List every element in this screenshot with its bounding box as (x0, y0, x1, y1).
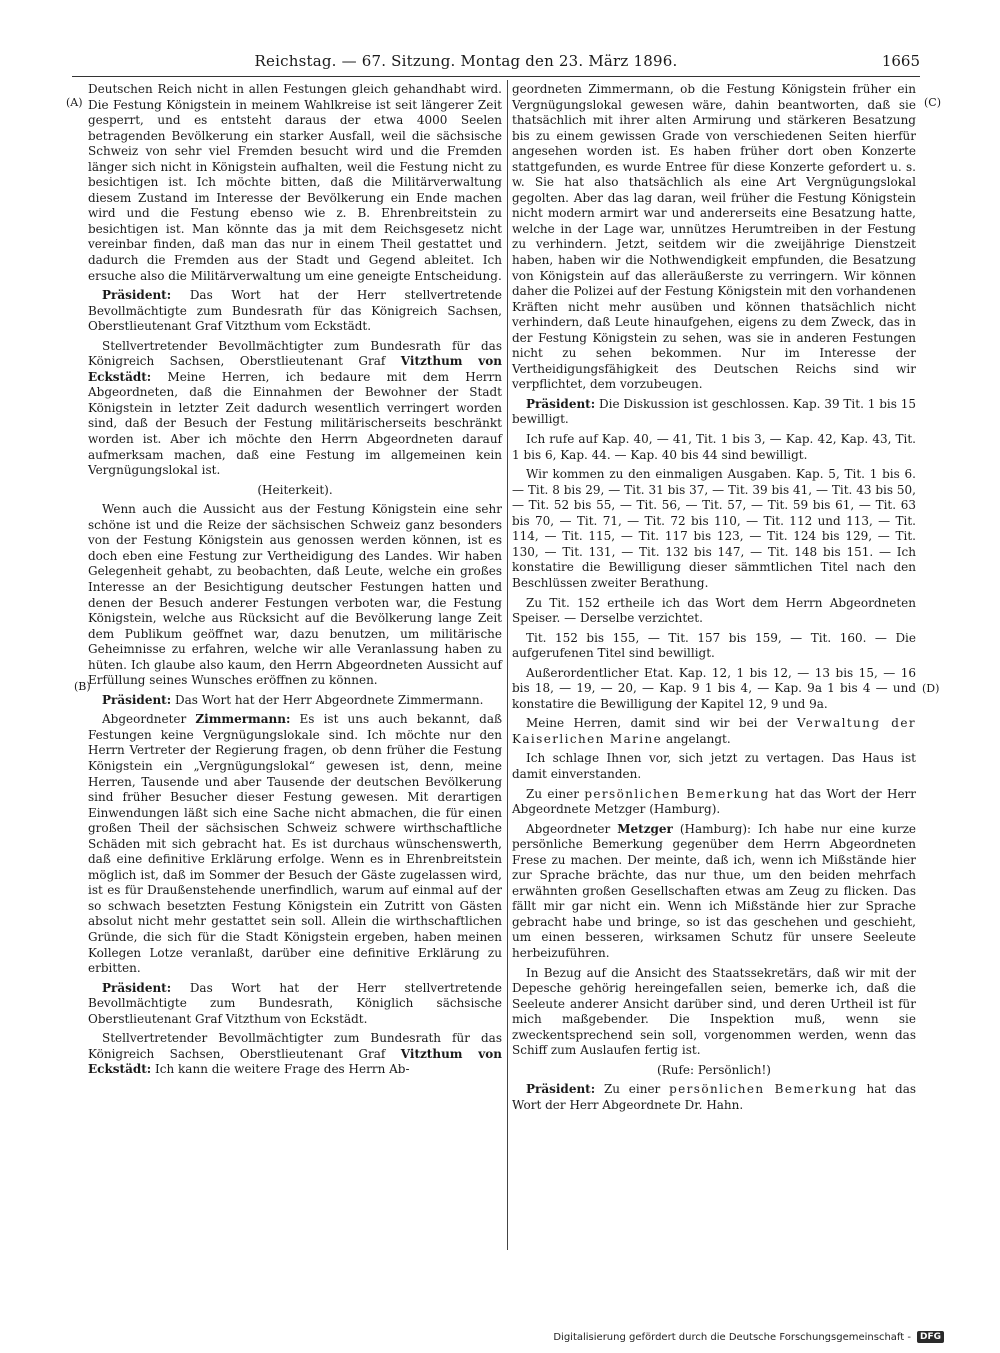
paragraph: Tit. 152 bis 155, — Tit. 157 bis 159, — Tit. 160. — Die aufgerufenen Titel sind bewilligt. (512, 630, 916, 661)
paragraph: Wenn auch die Aussicht aus der Festung Königstein eine sehr schöne ist und die Reize der sächsischen Schweiz ganz besonders von der Festung Königstein aus genossen werden können, ist es doch eben eine Festung zur Vertheidigung des Landes. Wir haben Gelegenheit gehabt, zu beobachten, daß Leute, welche ein großes Interesse an der Besichtigung deutscher Festungen hatten und denen der Besuch anderer Festungen verboten war, die Festung Königstein, welche aus Rücksicht auf die Bevölkerung lange Zeit dem Publikum geöffnet war, dazu benutzen, um militärische Geheimnisse zu erfahren, welche wir alle Veranlassung haben zu hüten. Ich glaube also kaum, den Herrn Abgeordneten Aussicht auf Erfüllung seines Wunsches eröffnen zu können. (88, 502, 502, 688)
speaker-label: Präsident: (526, 1082, 596, 1097)
paragraph: In Bezug auf die Ansicht des Staatssekretärs, daß wir mit der Depesche gehörig hereingefallen seien, bemerke ich, daß die Seeleute anderer Ansicht darüber sind, und deren Urtheil ist für mich maßgebender. Die Inspektion muß, wenn sie zweckentsprechend sein soll, vorgenommen werden, wenn das Schiff zum Auslaufen fertig ist. (512, 965, 916, 1058)
right-column (512, 82, 916, 1117)
paragraph: Präsident: Die Diskussion ist geschlossen. Kap. 39 Tit. 1 bis 15 bewilligt. (512, 396, 916, 427)
speaker-name: Zimmermann: (195, 712, 291, 727)
page-header (72, 48, 920, 74)
column-divider (507, 80, 508, 1250)
margin-marker-c: (C) (924, 96, 941, 109)
spaced-text: Verwaltung der Kaiserlichen Marine (512, 716, 916, 746)
speaker-name: Vitzthum von Eckstädt: (88, 1046, 502, 1077)
paragraph: Meine Herren, damit sind wir bei der Verwaltung der Kaiserlichen Marine angelangt. (512, 716, 916, 746)
page-number: 1665 (881, 52, 920, 70)
speaker-label: Präsident: (526, 396, 596, 411)
speaker-label: Präsident: (102, 980, 172, 995)
paragraph: Abgeordneter Metzger (Hamburg): Ich habe nur eine kurze persönliche Bemerkung gegenüber dem Herrn Abgeordneten Frese zu machen. Der meinte, daß ich, wenn ich Mißstände hier zur Sprache brächte, das nur thue, um den beiden mehrfach erwähnten großen Gesellschaften etwas am Zeug zu flicken. Das fällt mir gar nicht ein. Wenn ich Mißstände hier zur Sprache gebracht habe und bringe, so ist das geschehen und geschieht, um einen besseren, wirksamen Schutz für unsere Seeleute herbeizuführen. (512, 821, 916, 960)
paragraph: geordneten Zimmermann, ob die Festung Königstein früher ein Vergnügungslokal gewesen wäre, dahin beantworten, daß sie thatsächlich mit ihrer alten Armirung und stärkeren Besatzung bis zu einem gewissen Grade von verschiedenen Seiten hierfür angesehen worden ist. Es haben früher dort oben Konzerte stattgefunden, es wurde Entree für diese Konzerte gefordert u. s. w. Sie hat also thatsächlich als eine Art Vergnügungslokal gegolten. Aber das lag daran, weil früher die Festung Königstein nicht modern armirt war und andererseits eine Besatzung hatte, welche in der Lage war, unnützes Herumtreiben in der Festung zu verhindern. Jetzt, seitdem wir die zweijährige Dienstzeit haben, haben wir die Nothwendigkeit empfunden, die Besatzung von Königstein auf das alleräußerste zu verringern. Wir können daher die Polizei auf der Festung Königstein mit den vorhandenen Kräften nicht mehr ausüben und können thatsächlich nicht verhindern, daß Leute hinaufgehen, eigens zu dem Zweck, das in der Festung Königstein zu sehen, was sie in anderen Festungen nicht zu sehen bekommen. Nur im Interesse der Vertheidigungsfähigkeit des Deutschen Reichs sind wir verpflichtet, dem vorzubeugen. (512, 82, 916, 392)
left-column (88, 82, 502, 1082)
speaker-name: Vitzthum von Eckstädt: (88, 354, 502, 384)
speaker-label: Präsident: (102, 288, 172, 303)
header-rule (72, 76, 920, 77)
paragraph: Zu einer persönlichen Bemerkung hat das Wort der Herr Abgeordnete Metzger (Hamburg). (512, 786, 917, 817)
paragraph: Zu Tit. 152 ertheile ich das Wort dem Herrn Abgeordneten Speiser. — Derselbe verzichtet. (512, 595, 916, 626)
paragraph: Präsident: Zu einer persönlichen Bemerkung hat das Wort der Herr Abgeordnete Dr. Hahn. (512, 1082, 917, 1112)
speaker-name: Metzger (617, 821, 673, 836)
margin-marker-d: (D) (922, 682, 940, 695)
paragraph: Präsident: Das Wort hat der Herr stellvertretende Bevollmächtigte zum Bundesrath, Königlich sächsische Oberstlieutenant Graf Vitzthum von Eckstädt. (88, 980, 502, 1026)
spaced-text: persönlichen Bemerkung (584, 786, 770, 801)
spaced-text: persönlichen Bemerkung (669, 1082, 858, 1097)
paragraph: Präsident: Das Wort hat der Herr stellvertretende Bevollmächtigte zum Bundesrath für das Königreich Sachsen, Oberstlieutenant Graf Vitzthum vom Eckstädt. (88, 288, 502, 334)
paragraph: Wir kommen zu den einmaligen Ausgaben. Kap. 5, Tit. 1 bis 6. — Tit. 8 bis 29, — Tit. 31 bis 37, — Tit. 39 bis 41, — Tit. 43 bis 50, — Tit. 52 bis 55, — Tit. 56, — Tit. 57, — Tit. 59 bis 61, — Tit. 63 bis 70, — Tit. 71, — Tit. 72 bis 110, — Tit. 112 und 113, — Tit. 114, — Tit. 115, — Tit. 117 bis 123, — Tit. 124 bis 129, — Tit. 130, — Tit. 131, — Tit. 132 bis 147, — Tit. 148 bis 151. — Ich konstatire die Bewilligung dieser sämmtlichen Titel nach den Beschlüssen zweiter Berathung. (512, 467, 916, 590)
paragraph: Abgeordneter Zimmermann: Es ist uns auch bekannt, daß Festungen keine Vergnügungslokale sind. Ich möchte nur den Herrn Vertreter der Regierung fragen, ob denn früher die Festung Königstein ein „Vergnügungslokal“ gewesen ist, denn, meine Herren, Tausende und aber Tausende der deutschen Bevölkerung sind früher Besucher dieser Festung gewesen. Mit derartigen Einwendungen läßt sich eine Sache nicht abmachen, die für einen großen Theil der sächsischen Schweiz schwere wirthschaftliche Schäden mit sich gebracht hat. Es ist durchaus wünschenswerth, daß eine definitive Erklärung erfolge. Wenn es in Ehrenbreitstein möglich ist, daß im Sommer der Besuch der Gäste zugelassen wird, ist es für Draußenstehende unerfindlich, warum auf einmal auf der so schwach besetzten Festung Königstein ein Zutritt von Gästen absolut nicht mehr gestattet sein soll. Allein die wirthschaftlichen Gründe, die sich für die Stadt Königstein ergeben, haben meinen Kollegen Lotze veranlaßt, darüber eine definitive Erklärung zu erbitten. (88, 712, 502, 976)
paragraph: Ich rufe auf Kap. 40, — 41, Tit. 1 bis 3, — Kap. 42, Kap. 43, Tit. 1 bis 6, Kap. 44. — Kap. 40 bis 44 sind bewilligt. (512, 432, 916, 462)
paragraph: Ich schlage Ihnen vor, sich jetzt zu vertagen. Das Haus ist damit einverstanden. (512, 751, 916, 781)
stage-direction: (Heiterkeit). (257, 482, 333, 497)
speaker-label: Präsident: (102, 692, 172, 707)
margin-marker-b: (B) (74, 680, 91, 693)
running-head: Reichstag. — 67. Sitzung. Montag den 23. März 1896. (254, 52, 678, 70)
stage-direction: (Rufe: Persönlich!) (657, 1062, 771, 1077)
credit-text: Digitalisierung gefördert durch die Deutsche Forschungsgemeinschaft - (553, 1331, 911, 1343)
margin-marker-a: (A) (66, 96, 83, 109)
paragraph: Stellvertretender Bevollmächtigter zum Bundesrath für das Königreich Sachsen, Oberstlieutenant Graf Vitzthum von Eckstädt: Meine Herren, ich bedaure mit dem Herrn Abgeordneten, daß die Einnahmen der Bewohner der Stadt Königstein in letzter Zeit dadurch wesentlich verringert worden sind, daß der Besuch der Festung militärischerseits beschränkt worden ist. Aber ich möchte den Herrn Abgeordneten darauf aufmerksam machen, daß eine Festung im allgemeinen kein Vergnügungslokal ist. (88, 338, 502, 478)
dfg-logo: DFG (917, 1331, 944, 1343)
paragraph: Stellvertretender Bevollmächtigter zum Bundesrath für das Königreich Sachsen, Oberstlieutenant Graf Vitzthum von Eckstädt: Ich kann die weitere Frage des Herrn Ab- (88, 1031, 502, 1077)
paragraph: Außerordentlicher Etat. Kap. 12, 1 bis 12, — 13 bis 15, — 16 bis 18, — 19, — 20, — Kap. 9 1 bis 4, — Kap. 9a 1 bis 4 — und konstatire die Bewilligung der Kapitel 12, 9 und 9a. (512, 665, 916, 711)
paragraph: Präsident: Das Wort hat der Herr Abgeordnete Zimmermann. (102, 692, 484, 707)
digitization-credit (553, 1331, 944, 1343)
paragraph: Deutschen Reich nicht in allen Festungen gleich gehandhabt wird. Die Festung Königstein in meinem Wahlkreise ist seit längerer Zeit gesperrt, und es entsteht daraus der etwa 4000 Seelen betragenden Bevölkerung ein starker Ausfall, weil die sächsische Schweiz von sehr viel Fremden besucht wird und die Fremden länger sich nicht in Königstein aufhalten, weil die Festung nicht zu besichtigen ist. Ich möchte bitten, daß die Militärverwaltung diesem Zustand im Interesse der Bevölkerung ein Ende machen wird und die Festung ebenso wie z. B. Ehrenbreitstein zu besichtigen ist. Man könnte das ja mit dem Reichsgesetz nicht vereinbar finden, daß man das nur in einem Theil gestattet und dadurch die Fremden aus der Stadt und Gegend ableitet. Ich ersuche also die Militärverwaltung um eine geneigte Entscheidung. (88, 82, 502, 283)
